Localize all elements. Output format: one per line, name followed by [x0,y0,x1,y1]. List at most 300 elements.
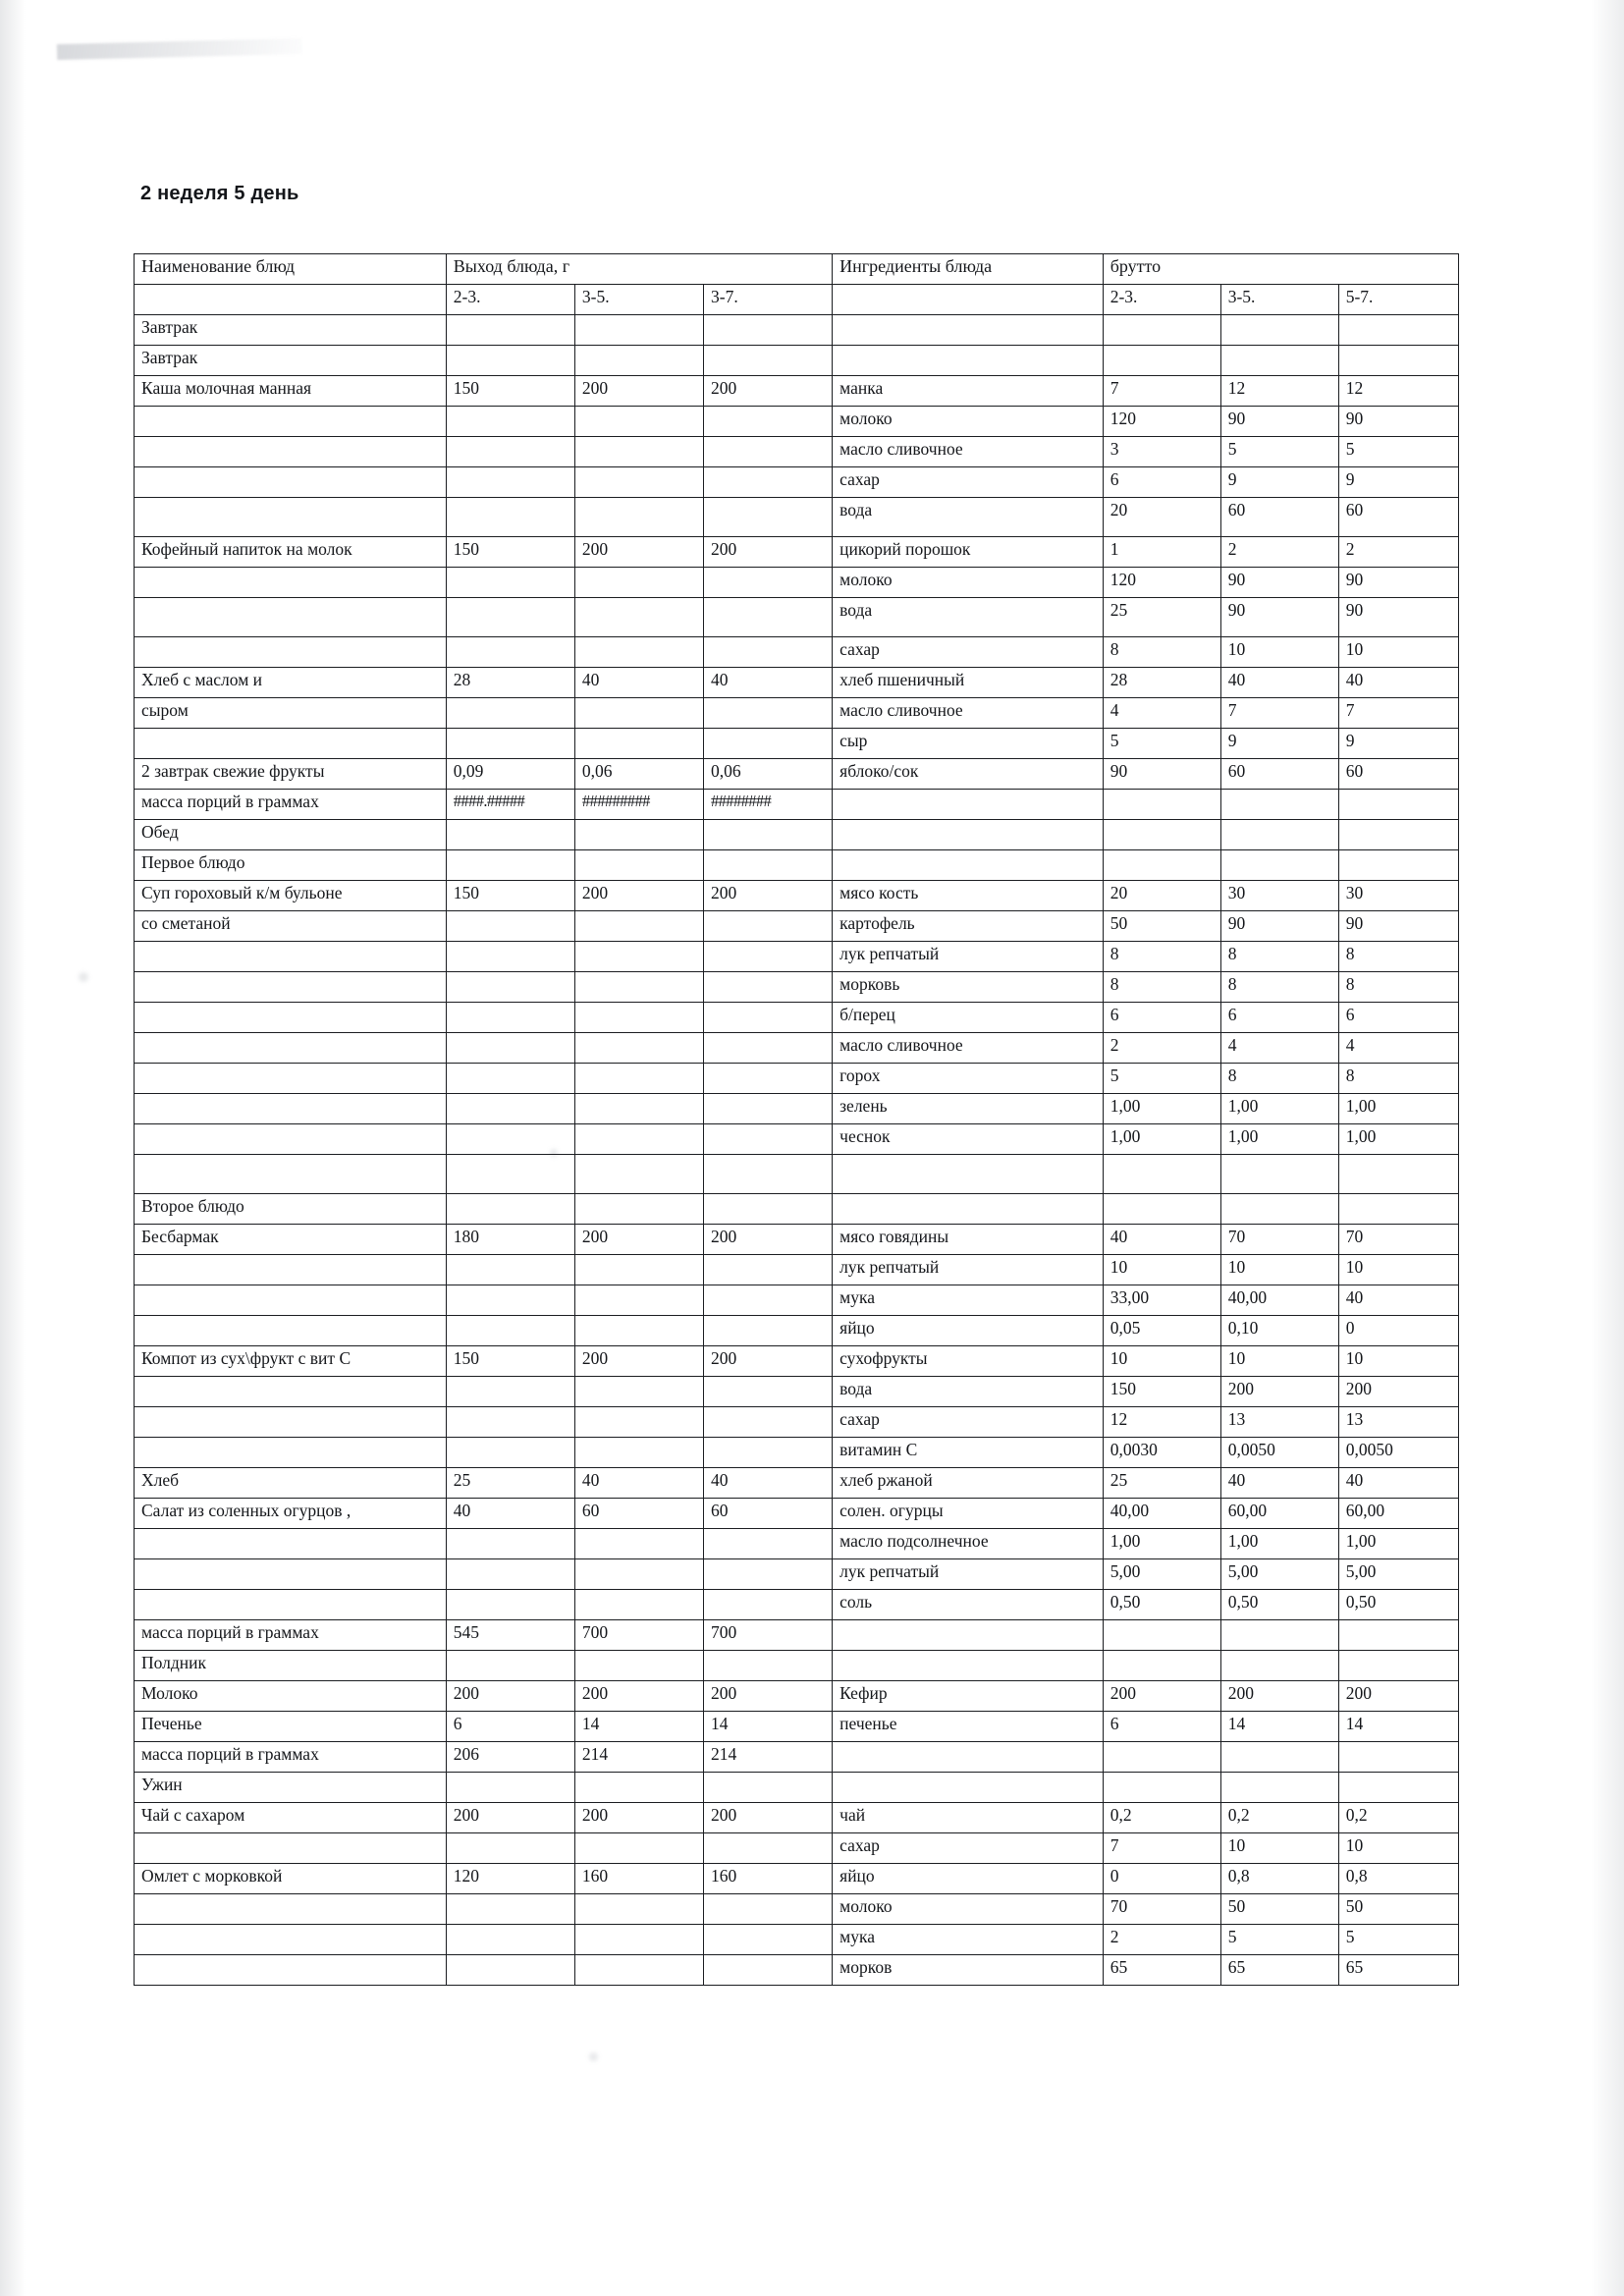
row-ingredient [833,1651,1104,1681]
row-portion-1 [446,637,574,668]
row-gross-2: 5 [1220,1925,1338,1955]
row-ingredient: хлеб ржаной [833,1468,1104,1499]
row-gross-1: 65 [1103,1955,1220,1986]
row-portion-1: 200 [446,1803,574,1833]
table-row [135,1377,1459,1407]
row-gross-1: 0 [1103,1864,1220,1894]
row-dish-name-empty [135,942,447,972]
row-portion-2 [574,598,703,637]
row-ingredient: сахар [833,467,1104,498]
table-row [135,1407,1459,1438]
row-dish-name-empty [135,1438,447,1468]
row-portion-3 [704,437,833,467]
row-dish-name-empty [135,407,447,437]
table-row [135,1155,1459,1194]
row-gross-1: 70 [1103,1894,1220,1925]
row-gross-3 [1338,1651,1458,1681]
row-ingredient [833,790,1104,820]
row-dish-name-empty [135,1833,447,1864]
row-gross-3: 60,00 [1338,1499,1458,1529]
row-dish-name: Молоко [135,1681,447,1712]
row-gross-2 [1220,1742,1338,1773]
row-gross-1: 1,00 [1103,1124,1220,1155]
row-portion-3: 200 [704,1346,833,1377]
row-portion-3: 0,06 [704,759,833,790]
row-portion-1 [446,698,574,729]
row-portion-2 [574,1773,703,1803]
table-body [135,315,1459,1986]
row-portion-3 [704,1773,833,1803]
row-gross-1: 40,00 [1103,1499,1220,1529]
row-gross-2 [1220,850,1338,881]
row-portion-3 [704,1833,833,1864]
row-gross-1 [1103,820,1220,850]
row-gross-3: 7 [1338,698,1458,729]
row-portion-1: 28 [446,668,574,698]
row-portion-1 [446,1064,574,1094]
row-dish-name-empty [135,1285,447,1316]
row-ingredient: мука [833,1925,1104,1955]
row-gross-1: 8 [1103,972,1220,1003]
header-row-sub [135,285,1459,315]
row-portion-2: 200 [574,1225,703,1255]
row-portion-1 [446,850,574,881]
row-gross-3: 0,2 [1338,1803,1458,1833]
header-gross-col-3: 5-7. [1338,285,1458,315]
row-portion-3 [704,1124,833,1155]
row-gross-2 [1220,1194,1338,1225]
row-gross-2: 5,00 [1220,1559,1338,1590]
row-portion-2: 40 [574,668,703,698]
menu-table [134,253,1459,1986]
row-gross-3: 5,00 [1338,1559,1458,1590]
row-gross-1: 6 [1103,1003,1220,1033]
row-portion-3 [704,972,833,1003]
row-portion-3 [704,1925,833,1955]
row-portion-3: 200 [704,1225,833,1255]
row-section-label: Обед [135,820,447,850]
row-portion-1 [446,1316,574,1346]
row-portion-3: 160 [704,1864,833,1894]
row-portion-3 [704,1407,833,1438]
row-gross-2: 60,00 [1220,1499,1338,1529]
row-dish-name-empty [135,1124,447,1155]
table-row [135,1651,1459,1681]
row-ingredient: чай [833,1803,1104,1833]
row-portion-2 [574,1407,703,1438]
row-ingredient: хлеб пшеничный [833,668,1104,698]
row-gross-2: 40 [1220,668,1338,698]
row-ingredient: Кефир [833,1681,1104,1712]
row-portion-3 [704,1651,833,1681]
table-row [135,1894,1459,1925]
page-title: 2 неделя 5 день [140,183,299,204]
row-dish-name-empty [135,598,447,637]
row-gross-2: 200 [1220,1681,1338,1712]
row-ingredient: лук репчатый [833,1559,1104,1590]
row-dish-name-empty [135,467,447,498]
row-gross-1: 8 [1103,942,1220,972]
row-portion-1 [446,820,574,850]
row-gross-2: 10 [1220,1346,1338,1377]
row-portion-3 [704,467,833,498]
table-row [135,1468,1459,1499]
row-gross-2: 4 [1220,1033,1338,1064]
row-portion-2 [574,1590,703,1620]
row-gross-3 [1338,1773,1458,1803]
table-row [135,1590,1459,1620]
table-row [135,467,1459,498]
row-portion-3 [704,568,833,598]
row-dish-name: Хлеб с маслом и [135,668,447,698]
row-portion-3 [704,315,833,346]
row-portion-1 [446,568,574,598]
row-dish-name-empty [135,437,447,467]
row-portion-3: 200 [704,881,833,911]
row-gross-2: 10 [1220,1833,1338,1864]
row-portion-3: 200 [704,1803,833,1833]
row-portion-2: 200 [574,376,703,407]
header-out-col-3: 3-7. [704,285,833,315]
table-row [135,1499,1459,1529]
row-gross-3 [1338,315,1458,346]
row-gross-1: 1 [1103,537,1220,568]
row-gross-1 [1103,1651,1220,1681]
row-dish-name-empty [135,1925,447,1955]
row-gross-2: 40,00 [1220,1285,1338,1316]
header-gross-col-1: 2-3. [1103,285,1220,315]
scan-smudge [57,38,302,60]
row-portion-1: 120 [446,1864,574,1894]
row-portion-1 [446,1094,574,1124]
row-gross-3: 6 [1338,1003,1458,1033]
row-gross-1: 10 [1103,1346,1220,1377]
table-row [135,1124,1459,1155]
row-gross-2 [1220,1773,1338,1803]
row-portion-1 [446,911,574,942]
row-portion-2 [574,1833,703,1864]
row-gross-1: 90 [1103,759,1220,790]
row-portion-1 [446,1407,574,1438]
row-ingredient: витамин С [833,1438,1104,1468]
row-ingredient: масло подсолнечное [833,1529,1104,1559]
row-total-2: 700 [574,1620,703,1651]
row-portion-2 [574,1377,703,1407]
row-gross-2: 8 [1220,972,1338,1003]
row-blank-cell [1103,1155,1220,1194]
row-portion-1: 150 [446,537,574,568]
row-gross-1 [1103,850,1220,881]
row-gross-2: 1,00 [1220,1094,1338,1124]
table-row [135,1094,1459,1124]
row-portion-2: 0,06 [574,759,703,790]
row-ingredient: сыр [833,729,1104,759]
row-portion-3 [704,1529,833,1559]
row-ingredient: манка [833,376,1104,407]
row-ingredient: б/перец [833,1003,1104,1033]
row-gross-1: 5 [1103,1064,1220,1094]
row-gross-2: 30 [1220,881,1338,911]
row-gross-2: 12 [1220,376,1338,407]
row-portion-2: 200 [574,537,703,568]
row-portion-3 [704,1194,833,1225]
row-portion-2 [574,1033,703,1064]
row-dish-name-empty [135,1559,447,1590]
row-portion-2 [574,820,703,850]
table-row [135,498,1459,537]
row-gross-3: 1,00 [1338,1529,1458,1559]
row-gross-3: 90 [1338,598,1458,637]
row-gross-3: 10 [1338,637,1458,668]
header-name: Наименование блюд [135,254,447,285]
row-portion-1 [446,1003,574,1033]
row-gross-2: 9 [1220,467,1338,498]
row-gross-3: 14 [1338,1712,1458,1742]
row-gross-3: 13 [1338,1407,1458,1438]
row-portion-2 [574,346,703,376]
row-ingredient: масло сливочное [833,437,1104,467]
row-gross-2: 90 [1220,598,1338,637]
table-row [135,1620,1459,1651]
row-gross-3: 1,00 [1338,1124,1458,1155]
menu-table-container [134,253,1459,1986]
row-ingredient [833,1742,1104,1773]
row-portion-2 [574,942,703,972]
row-gross-2: 90 [1220,568,1338,598]
row-portion-3: 200 [704,376,833,407]
table-row [135,1316,1459,1346]
row-portion-2 [574,850,703,881]
row-gross-2: 50 [1220,1894,1338,1925]
row-portion-1 [446,1651,574,1681]
row-dish-name-empty [135,1377,447,1407]
table-head [135,254,1459,315]
row-portion-1: 40 [446,1499,574,1529]
row-ingredient: сахар [833,1407,1104,1438]
row-portion-3 [704,598,833,637]
row-gross-3: 60 [1338,759,1458,790]
row-ingredient: вода [833,598,1104,637]
row-gross-3: 0,0050 [1338,1438,1458,1468]
row-portion-2: 200 [574,1681,703,1712]
row-portion-3: 40 [704,668,833,698]
row-portion-2 [574,498,703,537]
header-ingredients: Ингредиенты блюда [833,254,1104,285]
row-gross-1 [1103,1773,1220,1803]
row-gross-3 [1338,1194,1458,1225]
row-dish-name-empty [135,1003,447,1033]
row-gross-2: 6 [1220,1003,1338,1033]
row-gross-1: 6 [1103,467,1220,498]
row-ingredient: масло сливочное [833,1033,1104,1064]
row-portion-3 [704,1285,833,1316]
row-gross-2 [1220,820,1338,850]
row-gross-3: 50 [1338,1894,1458,1925]
row-ingredient: молоко [833,407,1104,437]
row-portion-3 [704,1955,833,1986]
row-gross-3: 200 [1338,1377,1458,1407]
row-portion-1 [446,1194,574,1225]
table-row [135,407,1459,437]
row-portion-3: 200 [704,537,833,568]
row-ingredient: солен. огурцы [833,1499,1104,1529]
header-out-col-2: 3-5. [574,285,703,315]
row-portion-3: 40 [704,1468,833,1499]
row-portion-1: 0,09 [446,759,574,790]
header-sub-blank [135,285,447,315]
row-gross-1 [1103,1620,1220,1651]
row-portion-1 [446,1255,574,1285]
row-gross-3: 10 [1338,1833,1458,1864]
row-gross-1: 5,00 [1103,1559,1220,1590]
row-gross-1: 150 [1103,1377,1220,1407]
row-portion-2 [574,972,703,1003]
row-gross-2: 14 [1220,1712,1338,1742]
row-gross-3: 30 [1338,881,1458,911]
row-portion-2 [574,407,703,437]
table-row [135,1225,1459,1255]
row-portion-2 [574,1651,703,1681]
row-total-1: 206 [446,1742,574,1773]
row-portion-2: 200 [574,881,703,911]
row-gross-2: 13 [1220,1407,1338,1438]
row-section-label: Ужин [135,1773,447,1803]
table-row [135,437,1459,467]
row-portion-2 [574,911,703,942]
row-gross-3 [1338,820,1458,850]
row-blank-cell [704,1155,833,1194]
row-blank-cell [1338,1155,1458,1194]
row-portion-1 [446,1033,574,1064]
table-row [135,790,1459,820]
row-gross-1 [1103,790,1220,820]
row-gross-2: 7 [1220,698,1338,729]
row-dish-name: Салат из соленных огурцов , [135,1499,447,1529]
row-gross-1: 12 [1103,1407,1220,1438]
row-portion-1: 150 [446,376,574,407]
row-portion-3: 200 [704,1681,833,1712]
header-gross: брутто [1103,254,1458,285]
row-portion-3 [704,1559,833,1590]
table-row [135,881,1459,911]
row-gross-3: 5 [1338,1925,1458,1955]
row-dish-name: сыром [135,698,447,729]
row-portion-2 [574,568,703,598]
row-portion-2 [574,1194,703,1225]
row-gross-3: 10 [1338,1346,1458,1377]
row-dish-name-empty [135,1529,447,1559]
row-section-label: Завтрак [135,346,447,376]
row-gross-1: 7 [1103,1833,1220,1864]
row-gross-2: 9 [1220,729,1338,759]
row-gross-1: 1,00 [1103,1529,1220,1559]
row-ingredient: молоко [833,568,1104,598]
row-portion-3 [704,1255,833,1285]
scan-edge-shadow-right [1591,0,1624,2296]
row-gross-1: 7 [1103,376,1220,407]
row-portion-3 [704,698,833,729]
row-gross-2 [1220,346,1338,376]
row-gross-2: 70 [1220,1225,1338,1255]
row-section-label: Второе блюдо [135,1194,447,1225]
row-ingredient [833,1773,1104,1803]
row-portion-1 [446,729,574,759]
row-gross-1: 25 [1103,598,1220,637]
row-portion-2 [574,1559,703,1590]
row-ingredient: сахар [833,1833,1104,1864]
row-portion-3 [704,1894,833,1925]
table-row [135,1712,1459,1742]
row-ingredient: молоко [833,1894,1104,1925]
row-gross-2: 90 [1220,911,1338,942]
row-gross-3: 0 [1338,1316,1458,1346]
row-total-label: масса порций в граммах [135,1742,447,1773]
header-output: Выход блюда, г [446,254,832,285]
row-portion-1 [446,1894,574,1925]
row-total-label: масса порций в граммах [135,790,447,820]
table-row [135,1255,1459,1285]
row-portion-2 [574,637,703,668]
row-portion-2: 14 [574,1712,703,1742]
table-row [135,850,1459,881]
row-portion-2 [574,1529,703,1559]
row-portion-3 [704,1033,833,1064]
row-ingredient: морков [833,1955,1104,1986]
row-ingredient: морковь [833,972,1104,1003]
row-gross-3: 8 [1338,972,1458,1003]
table-row [135,1681,1459,1712]
row-portion-2 [574,1094,703,1124]
row-dish-name: Хлеб [135,1468,447,1499]
header-out-col-1: 2-3. [446,285,574,315]
row-gross-1: 5 [1103,729,1220,759]
row-gross-2: 8 [1220,942,1338,972]
row-gross-1: 50 [1103,911,1220,942]
row-blank-cell [1220,1155,1338,1194]
row-portion-3 [704,407,833,437]
row-portion-2 [574,1955,703,1986]
row-dish-name-empty [135,637,447,668]
row-portion-2 [574,1124,703,1155]
row-ingredient: мука [833,1285,1104,1316]
row-dish-name: со сметаной [135,911,447,942]
row-portion-3 [704,820,833,850]
row-portion-3 [704,1316,833,1346]
row-portion-1: 150 [446,881,574,911]
row-gross-1: 0,50 [1103,1590,1220,1620]
row-portion-2: 160 [574,1864,703,1894]
table-row [135,1773,1459,1803]
row-gross-3: 9 [1338,729,1458,759]
row-ingredient [833,1194,1104,1225]
row-section-label: Полдник [135,1651,447,1681]
row-gross-3: 40 [1338,1468,1458,1499]
row-gross-1: 2 [1103,1925,1220,1955]
table-row [135,1925,1459,1955]
row-dish-name-empty [135,1064,447,1094]
row-gross-2: 0,10 [1220,1316,1338,1346]
table-row [135,759,1459,790]
scan-spot [79,972,88,982]
row-gross-1: 20 [1103,498,1220,537]
row-gross-3: 90 [1338,911,1458,942]
row-ingredient: вода [833,1377,1104,1407]
row-blank-cell [574,1155,703,1194]
row-dish-name-empty [135,1955,447,1986]
row-gross-3: 90 [1338,568,1458,598]
row-portion-2 [574,467,703,498]
row-portion-3 [704,1094,833,1124]
